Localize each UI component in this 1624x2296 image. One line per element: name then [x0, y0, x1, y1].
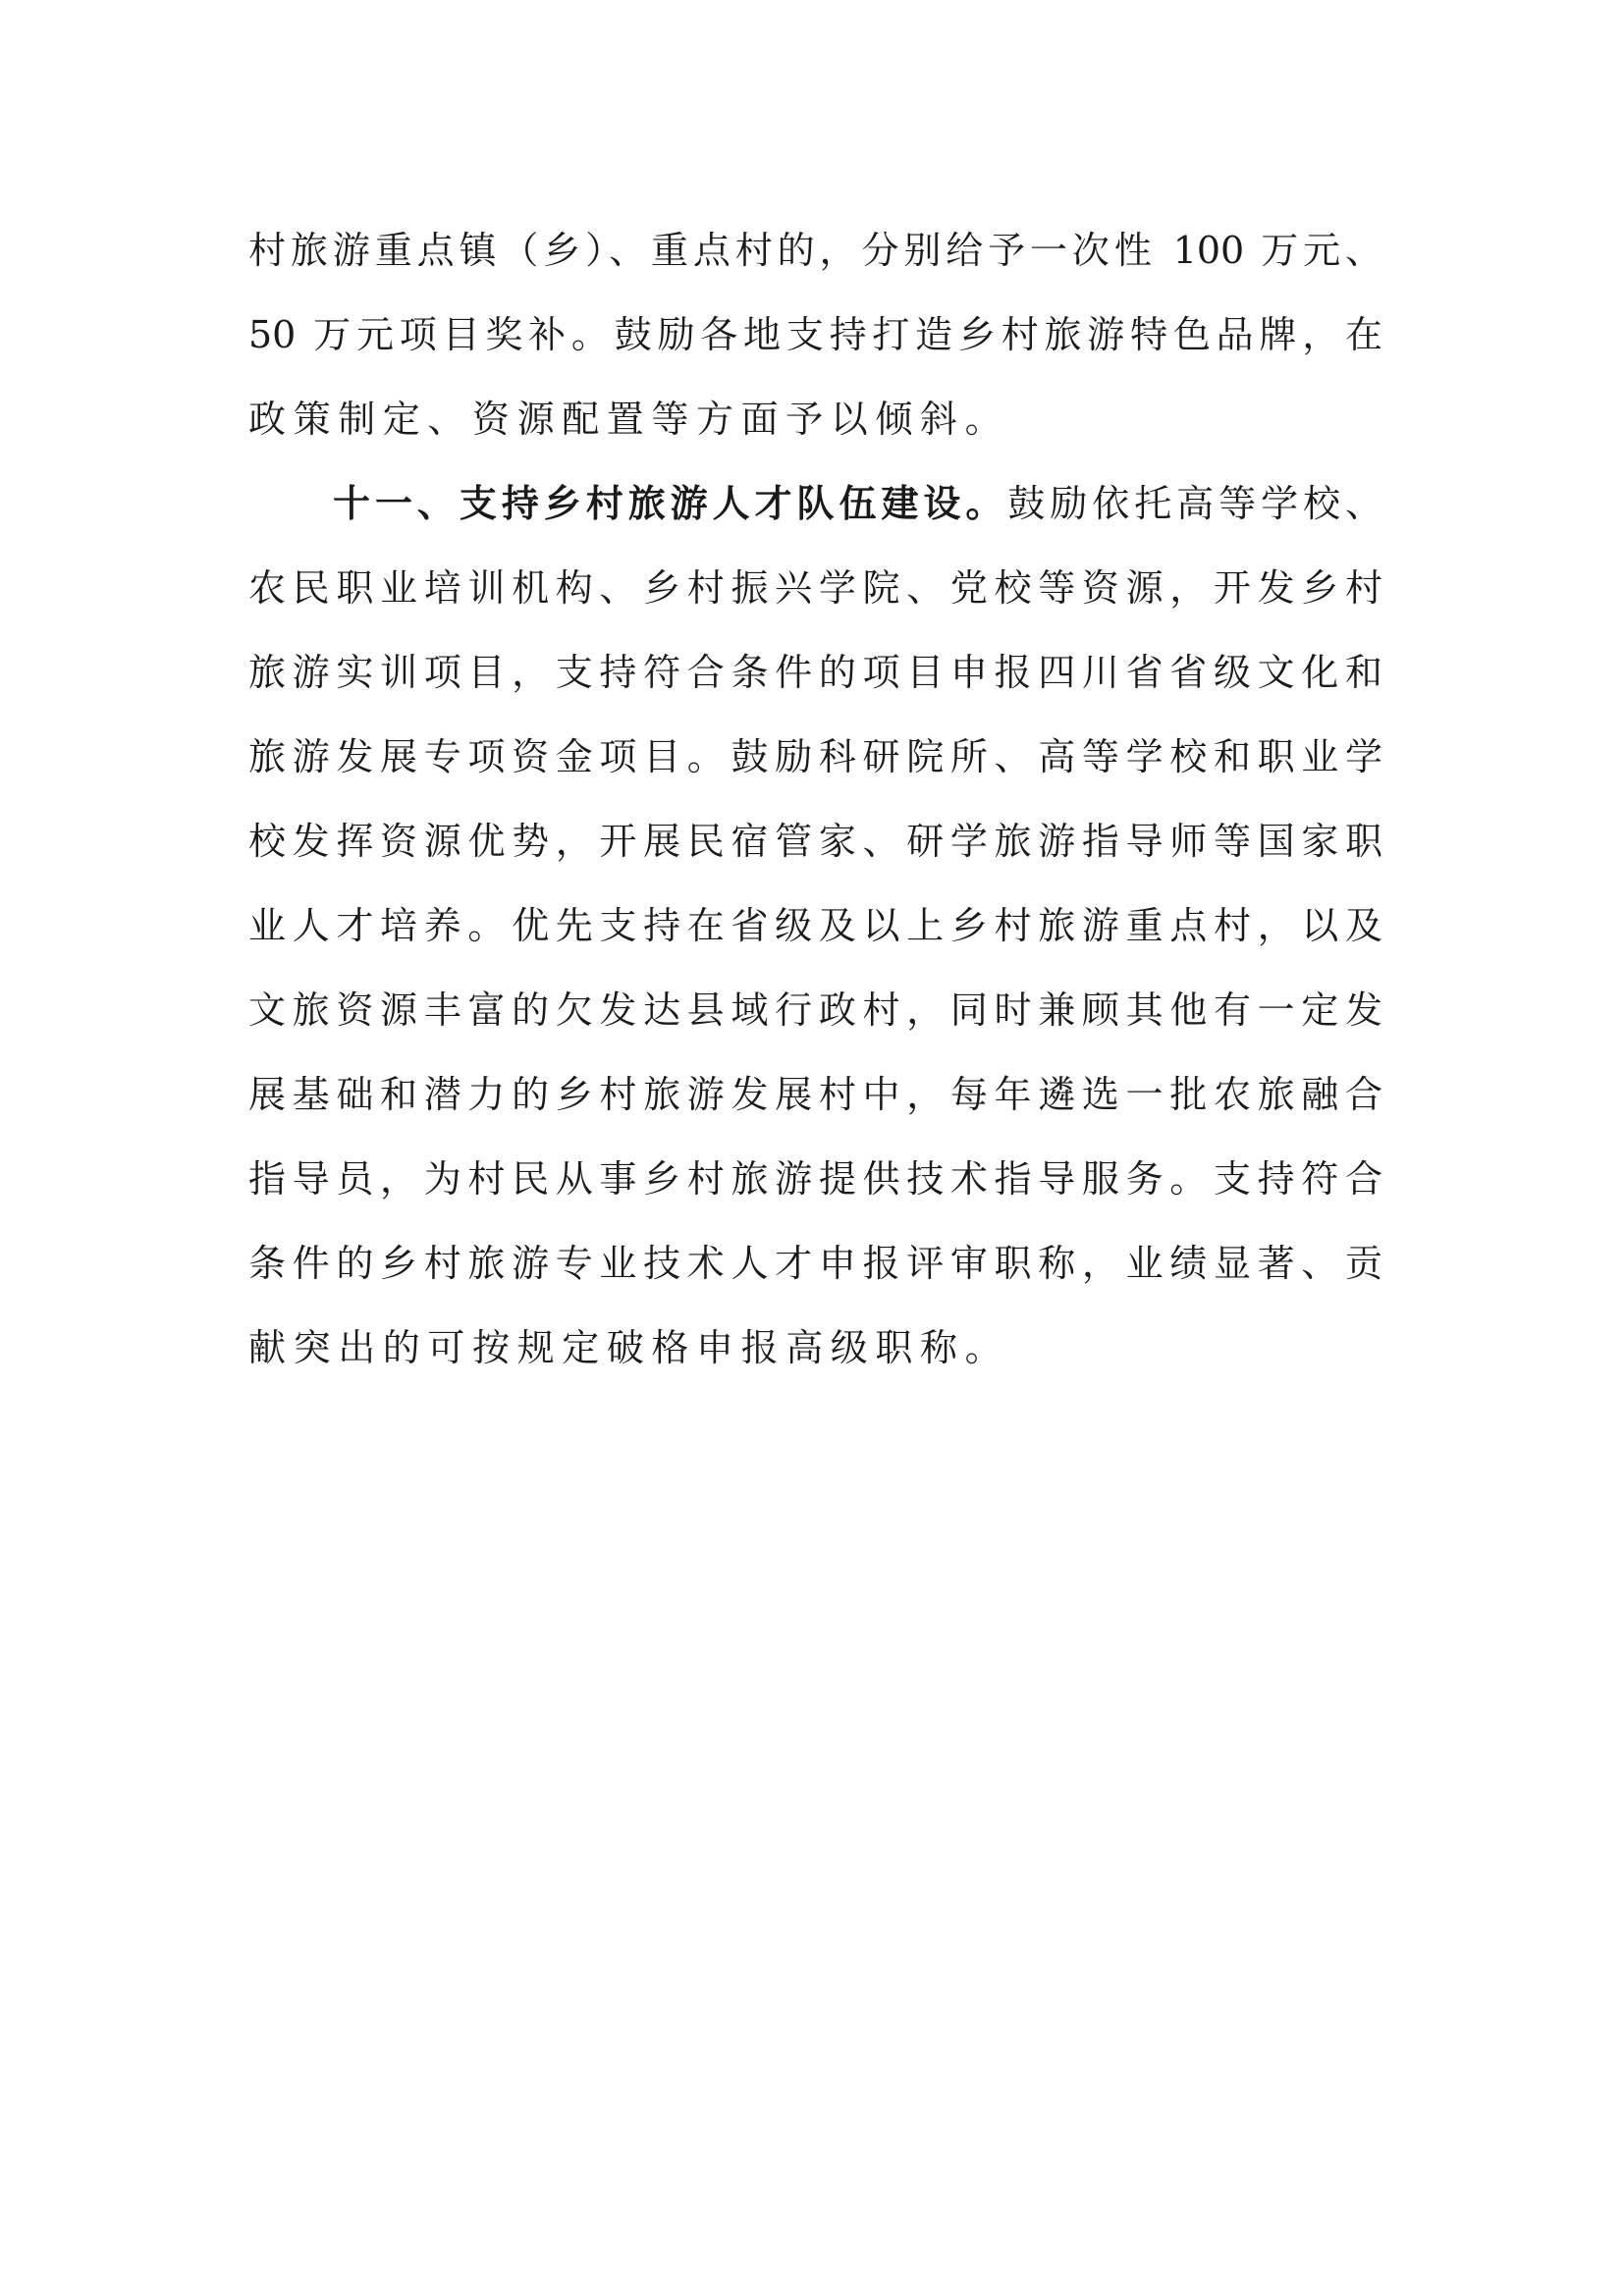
text-line: 指导员，为村民从事乡村旅游提供技术指导服务。支持符合 — [248, 1157, 1382, 1201]
text-line: 业人才培养。优先支持在省级及以上乡村旅游重点村，以及 — [248, 904, 1382, 947]
text-line: 文旅资源丰富的欠发达县域行政村，同时兼顾其他有一定发 — [248, 988, 1382, 1032]
text-line: 展基础和潜力的乡村旅游发展村中，每年遴选一批农旅融合 — [248, 1073, 1382, 1116]
text-line: 村旅游重点镇（乡）、重点村的，分别给予一次性 100 万元、 — [248, 229, 1382, 272]
text-line: 献突出的可按规定破格申报高级职称。 — [248, 1326, 1010, 1369]
section-first-line — [248, 461, 1382, 546]
text-line: 条件的乡村旅游专业技术人才申报评审职称，业绩显著、贡 — [248, 1242, 1382, 1285]
text-line: 旅游发展专项资金项目。鼓励科研院所、高等学校和职业学 — [248, 735, 1382, 778]
text-line: 50 万元项目奖补。鼓励各地支持打造乡村旅游特色品牌，在 — [248, 313, 1382, 356]
text-line: 校发挥资源优势，开展民宿管家、研学旅游指导师等国家职 — [248, 820, 1382, 863]
text-line: 农民职业培训机构、乡村振兴学院、党校等资源，开发乡村 — [248, 566, 1382, 610]
document-body — [248, 208, 1382, 1390]
text-span: 鼓励依托高等学校、 — [1007, 482, 1382, 525]
section-heading: 十一、支持乡村旅游人才队伍建设。 — [333, 481, 1008, 525]
text-line: 旅游实训项目，支持符合条件的项目申报四川省省级文化和 — [248, 651, 1382, 694]
text-line: 政策制定、资源配置等方面予以倾斜。 — [248, 398, 1010, 441]
